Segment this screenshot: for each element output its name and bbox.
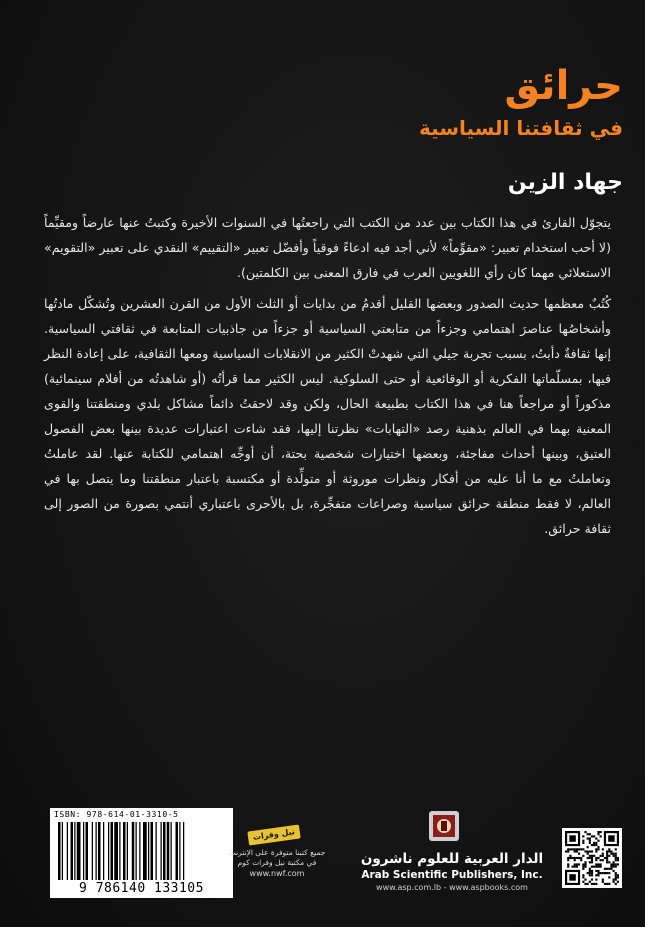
book-title: حرائق	[504, 63, 623, 109]
nwf-line-2: في مكتبة نيل وفرات كوم	[237, 858, 317, 867]
qr-code-icon	[562, 828, 622, 888]
publisher-name-ar: الدار العربية للعلوم ناشرون	[360, 851, 544, 867]
blurb-paragraph: يتجوّل القارئ في هذا الكتاب بين عدد من الكتب التي راجعتُها في السنوات الأخيرة وكتبتُ عنها عارضاً ومقيِّماً (لا أحب استخدام تعبير: «مقوِّماً» لأني أجد فيه ادعاءً فوقياً وأفضّل تعبير «التقييم» النقدي على تعبير «التقويم» الاستعلائي مهما كان رأي اللغويين العرب في فارق المعنى بين الكلمتين).	[44, 215, 611, 280]
publisher-logo-icon	[428, 810, 460, 842]
nwf-line-1: جميع كتبنا متوفرة على الإنترنت	[228, 848, 326, 857]
nwf-url: www.nwf.com	[249, 869, 305, 878]
blurb-text	[44, 210, 611, 547]
isbn-label: ISBN: 978-614-01-3310-5	[54, 810, 179, 819]
book-subtitle: في ثقافتنا السياسية	[419, 116, 623, 140]
author-name: جهاد الزين	[507, 170, 623, 195]
barcode-number: 9 786140 133105	[79, 881, 204, 896]
barcode-bars-icon	[58, 822, 225, 880]
nwf-notice	[228, 848, 326, 880]
isbn-barcode	[50, 808, 233, 898]
publisher-name-en: Arab Scientific Publishers, Inc.	[361, 869, 543, 881]
nwf-logo-label: نيل وفرات	[252, 827, 296, 842]
publisher-websites: www.asp.com.lb - www.aspbooks.com	[376, 883, 528, 892]
blurb-paragraph: كُتُبٌ معظمها حديث الصدور وبعضها القليل أقدمُ من بدايات أو الثلث الأول من القرن العشرين وتُشكّل مادتُها وأشخاصُها عناصرَ اهتمامي وجزءاً من متابعتي السياسية أو جزءاً من جاذبيات المتابعة في ثقافتي السياسية. إنها ثقافةٌ دأبتُ، بسبب تجربة جيلي التي شهدتْ الكثير من الانقلابات السياسية ومعها الثقافية، على إعادة النظر فيها، بمسلّماتها الفكرية أو الوقائعية أو حتى السلوكية. ليس الكثير مما قرأتُه (أو شاهدتُه من أفلام سينمائية) مذكوراً أو مراجعاً هنا في هذا الكتاب بطبيعة الحال، ولكن وقد لاحقتُ دائماً مشاكل بلدي ومنطقتنا والقوى المعنية بهما في العالم بذهنية رصد «التهابات» نظرتنا إليها، فقد شاءت اعتبارات عديدة بينها بعض الفصول العتيق، وبينها أحداث مفاجئة، وبعضها اختيارات شخصية بحتة، أن أوجِّه اهتمامي للكتابة عنها. لقد عاملتُ وتعاملتُ مع ما أنا عليه من أفكار ونظرات موروثة أو متولِّدة أو مكتسبة باعتبار منطقتنا وما يتصل بها في العالم، لا فقط منطقة حرائق سياسية وصراعات متفجِّرة، بل بالأحرى باعتباري أنتمي بصورة من الصور إلى ثقافة حرائق.	[44, 296, 611, 536]
nwf-logo	[247, 824, 300, 845]
